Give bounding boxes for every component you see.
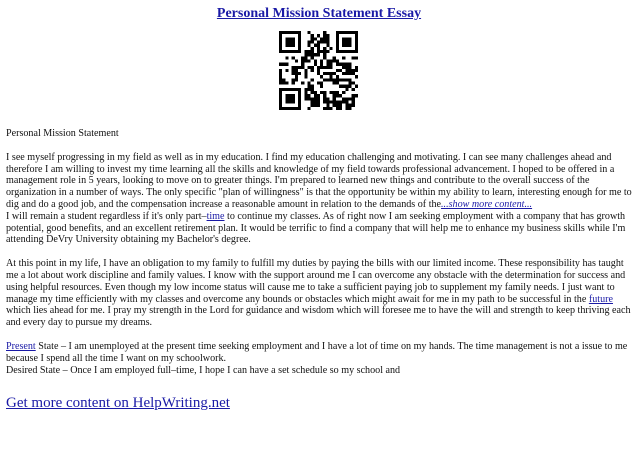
page-title[interactable]: Personal Mission Statement Essay — [216, 6, 422, 21]
section-heading: Personal Mission Statement — [6, 128, 119, 139]
paragraph-3 — [6, 341, 633, 376]
get-more-content-link[interactable]: Get more content on HelpWriting.net — [6, 395, 230, 411]
paragraph-1 — [6, 152, 633, 246]
paragraph-2-text-a: At this point in my life, I have an obligation to my family to fulfill my duties by paying the bills with our limited income. These responsibility has taught me a lot about work discipline and family values. I know with the support around me I can overcome any obstacle with the determination for success and using helpful resources. Even though my low income status will cause me to take a sufficient paying job to supplement my family needs. I just want to manage my time efficiently with my classes and overcome any bounds or obstacles which might await for me in my path to be successful in the — [6, 258, 626, 305]
paragraph-2-text-b: which lies ahead for me. I pray my strength in the Lord for guidance and wisdom which will foresee me to have the will and strength to keep thriving each and every day to pursue my dreams. — [6, 305, 631, 329]
qr-code — [279, 31, 358, 110]
show-more-link[interactable]: ...show more content... — [441, 198, 533, 210]
paragraph-3-text-a: State – I am unemployed at the present time seeking employment and I have a lot of time on my hands. The time management is not a issue to me because I spend all the time I want on my schoolwork. — [6, 340, 628, 364]
paragraph-1-text-c: to continue my classes. As of right now I am seeking employment with a company that has growth potential, good benefits, and an excellent retirement plan. It would be terrific to find a company that will help me to enhance my business skills while I'm attending DeVry University obtaining my Bachelor's degree. — [6, 210, 626, 246]
link-future[interactable]: future — [588, 293, 613, 305]
link-time[interactable]: time — [206, 210, 225, 222]
paragraph-2 — [6, 258, 633, 329]
essay-body — [6, 128, 633, 376]
paragraph-3-text-b: Desired State – Once I am employed full–time, I hope I can have a set schedule so my school and — [6, 364, 401, 376]
paragraph-1-text-a: I see myself progressing in my field as well as in my education. I find my education challenging and motivating. I can see many challenges ahead and therefore I am willing to invest my time learning all the skills and knowledge of my field towards professional advancement. I hoped to be offered in a management role in 5 years, looking to move on to greater things. I'm prepared to learned new things and contribute to the overall success of the organization in a number of ways. The only specific "plan of willingness" is that the opportunity be within my ability to learn, interesting enough for me to dig and do a good job, and the compensation increase a reasonable amount in relation to the demands of the — [6, 151, 632, 210]
link-present[interactable]: Present — [6, 340, 36, 352]
paragraph-1-text-b: I will remain a student regardless if it's only part– — [6, 210, 207, 222]
